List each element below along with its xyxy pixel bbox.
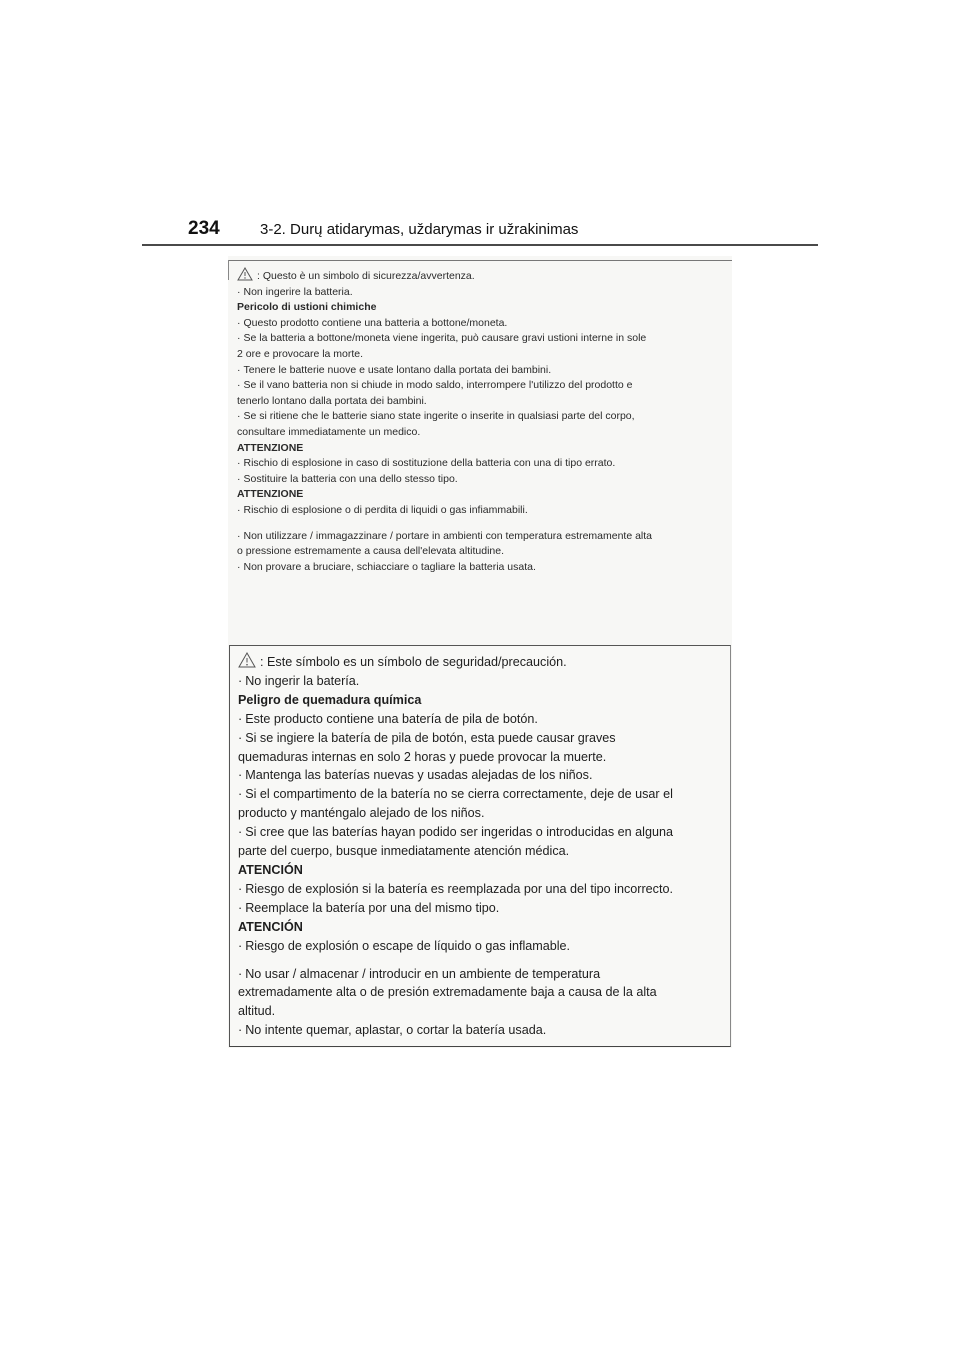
list-item: · Si el compartimento de la batería no se cierra correctamente, deje de usar el xyxy=(238,787,673,802)
list-item: · Questo prodotto contiene una batteria a bottone/moneta. xyxy=(237,316,508,329)
list-item-continuation: quemaduras internas en solo 2 horas y puede provocar la muerte. xyxy=(238,749,607,764)
list-item: · Tenere le batterie nuove e usate lontano dalla portata dei bambini. xyxy=(237,363,552,376)
spanish-text xyxy=(238,652,724,1040)
list-item-continuation: o pressione estremamente a causa dell'elevata altitudine. xyxy=(237,545,504,558)
list-item: · Riesgo de explosión o escape de líquido o gas inflamable. xyxy=(238,938,571,953)
spacer xyxy=(237,519,719,529)
list-item: · Reemplace la batería por una del mismo tipo. xyxy=(238,900,500,915)
list-item-continuation: 2 ore e provocare la morte. xyxy=(237,347,364,360)
italian-warning-line: : Questo è un simbolo di sicurezza/avvertenza. xyxy=(237,267,719,285)
list-item: · No usar / almacenar / introducir en un ambiente de temperatura xyxy=(238,966,601,981)
section-heading: Peligro de quemadura química xyxy=(238,692,422,707)
spanish-warning-line: : Este símbolo es un símbolo de seguridad/precaución. xyxy=(238,652,724,672)
list-item-continuation: tenerlo lontano dalla portata dei bambini. xyxy=(237,394,427,407)
list-item: · No intente quemar, aplastar, o cortar la batería usada. xyxy=(238,1023,547,1038)
section-title: 3-2. Durų atidarymas, uždarymas ir užrakinimas xyxy=(260,221,579,238)
list-item: · Non provare a bruciare, schiacciare o tagliare la batteria usata. xyxy=(237,560,536,573)
list-item: · Mantenga las baterías nuevas y usadas alejadas de los niños. xyxy=(238,768,593,783)
italian-warning-block xyxy=(228,256,730,644)
section-heading: ATENCIÓN xyxy=(238,862,303,877)
page-header xyxy=(142,218,818,246)
list-item-continuation: producto y manténgalo alejado de los niños. xyxy=(238,806,485,821)
list-item-continuation: consultare immediatamente un medico. xyxy=(237,425,421,438)
header-divider xyxy=(142,244,818,246)
warning-triangle-icon xyxy=(238,652,256,668)
list-item: · Non ingerire la batteria. xyxy=(237,285,353,298)
list-item: · Se si ritiene che le batterie siano state ingerite o inserite in qualsiasi parte del corpo, xyxy=(237,410,635,423)
section-heading: ATTENZIONE xyxy=(237,441,304,454)
spacer xyxy=(238,956,724,965)
scanned-label-image xyxy=(228,256,732,1048)
warning-triangle-icon xyxy=(237,267,253,281)
list-item: · Rischio di esplosione in caso di sostituzione della batteria con una di tipo errato. xyxy=(237,457,616,470)
list-item: · No ingerir la batería. xyxy=(238,673,360,688)
section-heading: ATENCIÓN xyxy=(238,919,303,934)
list-item: · Se la batteria a bottone/moneta viene ingerita, può causare gravi ustioni interne in sole xyxy=(237,332,647,345)
list-item: · Este producto contiene una batería de pila de botón. xyxy=(238,711,538,726)
list-item: · Si se ingiere la batería de pila de botón, esta puede causar graves xyxy=(238,730,616,745)
section-heading: ATTENZIONE xyxy=(237,488,304,501)
section-heading: Pericolo di ustioni chimiche xyxy=(237,301,377,314)
list-item-continuation: extremadamente alta o de presión extremadamente baja a causa de la alta xyxy=(238,985,657,1000)
spanish-warning-block xyxy=(229,645,731,1047)
list-item: · Rischio di esplosione o di perdita di liquidi o gas infiammabili. xyxy=(237,503,528,516)
page-number: 234 xyxy=(188,218,220,239)
italian-text xyxy=(237,267,719,575)
list-item: · Se il vano batteria non si chiude in modo saldo, interrompere l'utilizzo del prodotto e xyxy=(237,379,633,392)
list-item: · Riesgo de explosión si la batería es reemplazada por una del tipo incorrecto. xyxy=(238,881,673,896)
list-item: · Non utilizzare / immagazzinare / portare in ambienti con temperatura estremamente alta xyxy=(237,529,653,542)
list-item: · Sostituire la batteria con una dello stesso tipo. xyxy=(237,472,458,485)
list-item-continuation: parte del cuerpo, busque inmediatamente atención médica. xyxy=(238,844,570,859)
list-item-continuation: altitud. xyxy=(238,1004,276,1019)
list-item: · Si cree que las baterías hayan podido ser ingeridas o introducidas en alguna xyxy=(238,825,673,840)
